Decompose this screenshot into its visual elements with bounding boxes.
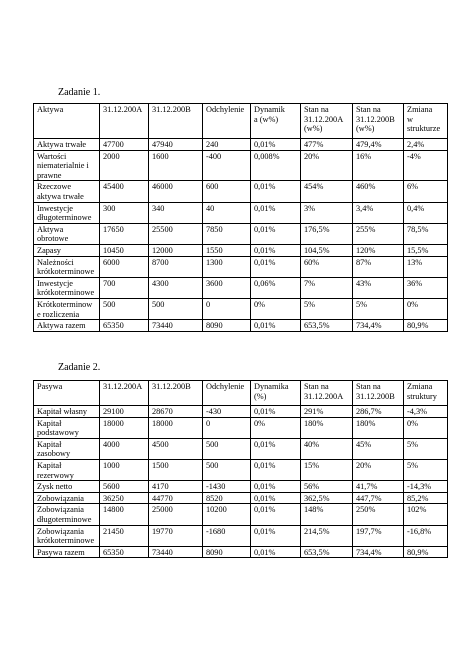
value-cell: 362,5%: [301, 492, 353, 504]
value-cell: -1680: [203, 525, 251, 546]
table-row: [34, 277, 448, 298]
column-header: Pasywa: [34, 381, 100, 406]
value-cell: 500: [203, 438, 251, 459]
value-cell: 8520: [203, 492, 251, 504]
value-cell: 0,01%: [251, 244, 301, 256]
value-cell: 0,01%: [251, 181, 301, 202]
value-cell: 78,5%: [404, 223, 448, 244]
column-header: 31.12.200A: [100, 104, 149, 139]
value-cell: 240: [203, 139, 251, 151]
value-cell: 653,5%: [301, 546, 353, 558]
value-cell: 0,01%: [251, 459, 301, 480]
value-cell: 3,4%: [353, 202, 404, 223]
column-header: Stan na 31.12.200B: [353, 381, 404, 406]
row-label-cell: Zysk netto: [34, 481, 100, 493]
value-cell: 120%: [353, 244, 404, 256]
column-header: Stan na 31.12.200B (w%): [353, 104, 404, 139]
column-header: Stan na 31.12.200A (w%): [301, 104, 353, 139]
table-row: [34, 525, 448, 546]
table-row: [34, 504, 448, 525]
value-cell: 1300: [203, 256, 251, 277]
value-cell: 2000: [100, 150, 149, 181]
value-cell: 0%: [404, 417, 448, 438]
column-header: 31.12.200A: [100, 381, 149, 406]
value-cell: 29100: [100, 406, 149, 418]
value-cell: 8090: [203, 546, 251, 558]
row-label-cell: Kapitał rezerwowy: [34, 459, 100, 480]
value-cell: 0,01%: [251, 202, 301, 223]
value-cell: 7850: [203, 223, 251, 244]
value-cell: 20%: [353, 459, 404, 480]
zadanie-2-heading: Zadanie 2.: [58, 362, 101, 373]
value-cell: -16,8%: [404, 525, 448, 546]
value-cell: 10450: [100, 244, 149, 256]
row-label-cell: Inwestycje krótkoterminowe: [34, 277, 100, 298]
value-cell: 21450: [100, 525, 149, 546]
value-cell: 0,01%: [251, 525, 301, 546]
value-cell: 65350: [100, 546, 149, 558]
column-header: Odchylenie: [203, 381, 251, 406]
value-cell: -4,3%: [404, 406, 448, 418]
row-label-cell: Inwestycje długoterminowe: [34, 202, 100, 223]
table-header-row: [34, 104, 448, 139]
table-row: [34, 139, 448, 151]
value-cell: 6000: [100, 256, 149, 277]
value-cell: 7%: [301, 277, 353, 298]
value-cell: 734,4%: [353, 320, 404, 332]
value-cell: 0,01%: [251, 256, 301, 277]
row-label-cell: Kapitał własny: [34, 406, 100, 418]
value-cell: 5%: [301, 298, 353, 319]
table-row: [34, 244, 448, 256]
value-cell: 0,01%: [251, 320, 301, 332]
value-cell: 10200: [203, 504, 251, 525]
value-cell: 255%: [353, 223, 404, 244]
column-header: Dynamika (%): [251, 381, 301, 406]
value-cell: 4170: [149, 481, 203, 493]
value-cell: 1000: [100, 459, 149, 480]
value-cell: 734,4%: [353, 546, 404, 558]
value-cell: 73440: [149, 320, 203, 332]
value-cell: 5%: [353, 298, 404, 319]
value-cell: 454%: [301, 181, 353, 202]
value-cell: 102%: [404, 504, 448, 525]
value-cell: 40: [203, 202, 251, 223]
column-header: Zmiana struktury: [404, 381, 448, 406]
column-header: Dynamik a (w%): [251, 104, 301, 139]
row-label-cell: Pasywa razem: [34, 546, 100, 558]
value-cell: 197,7%: [353, 525, 404, 546]
value-cell: -430: [203, 406, 251, 418]
value-cell: 104,5%: [301, 244, 353, 256]
row-label-cell: Aktywa obrotowe: [34, 223, 100, 244]
aktywa-table: [33, 103, 448, 332]
value-cell: 0,4%: [404, 202, 448, 223]
value-cell: 16%: [353, 150, 404, 181]
value-cell: 600: [203, 181, 251, 202]
row-label-cell: Zapasy: [34, 244, 100, 256]
table-row: [34, 256, 448, 277]
value-cell: 25000: [149, 504, 203, 525]
column-header: 31.12.200B: [149, 381, 203, 406]
value-cell: 0%: [251, 417, 301, 438]
value-cell: 14800: [100, 504, 149, 525]
value-cell: 36250: [100, 492, 149, 504]
value-cell: 65350: [100, 320, 149, 332]
value-cell: 13%: [404, 256, 448, 277]
value-cell: 250%: [353, 504, 404, 525]
value-cell: 4300: [149, 277, 203, 298]
value-cell: 60%: [301, 256, 353, 277]
value-cell: 286,7%: [353, 406, 404, 418]
value-cell: 17650: [100, 223, 149, 244]
value-cell: 0,01%: [251, 406, 301, 418]
value-cell: 73440: [149, 546, 203, 558]
value-cell: 477%: [301, 139, 353, 151]
value-cell: 40%: [301, 438, 353, 459]
value-cell: 47700: [100, 139, 149, 151]
table-row: [34, 406, 448, 418]
value-cell: 45%: [353, 438, 404, 459]
table-row: [34, 181, 448, 202]
table-row: [34, 298, 448, 319]
value-cell: 447,7%: [353, 492, 404, 504]
value-cell: 460%: [353, 181, 404, 202]
table-row: [34, 223, 448, 244]
value-cell: 4000: [100, 438, 149, 459]
value-cell: 46000: [149, 181, 203, 202]
table-row: [34, 459, 448, 480]
row-label-cell: Krótkoterminow e rozliczenia: [34, 298, 100, 319]
column-header: Aktywa: [34, 104, 100, 139]
column-header: 31.12.200B: [149, 104, 203, 139]
value-cell: 0,06%: [251, 277, 301, 298]
value-cell: 500: [203, 459, 251, 480]
value-cell: -1430: [203, 481, 251, 493]
value-cell: 300: [100, 202, 149, 223]
row-label-cell: Kapitał podstawowy: [34, 417, 100, 438]
value-cell: 653,5%: [301, 320, 353, 332]
value-cell: 1500: [149, 459, 203, 480]
value-cell: 214,5%: [301, 525, 353, 546]
table-row: [34, 438, 448, 459]
value-cell: 20%: [301, 150, 353, 181]
value-cell: 15%: [301, 459, 353, 480]
row-label-cell: Kapitał zasobowy: [34, 438, 100, 459]
value-cell: 1550: [203, 244, 251, 256]
row-label-cell: Aktywa trwałe: [34, 139, 100, 151]
value-cell: 0,01%: [251, 139, 301, 151]
pasywa-table: [33, 380, 448, 558]
table-row: [34, 202, 448, 223]
value-cell: 18000: [149, 417, 203, 438]
value-cell: 291%: [301, 406, 353, 418]
value-cell: -14,3%: [404, 481, 448, 493]
column-header: Odchylenie: [203, 104, 251, 139]
value-cell: 0,01%: [251, 481, 301, 493]
value-cell: 36%: [404, 277, 448, 298]
value-cell: 25500: [149, 223, 203, 244]
value-cell: 0,01%: [251, 223, 301, 244]
value-cell: 148%: [301, 504, 353, 525]
value-cell: 0: [203, 417, 251, 438]
value-cell: 0,01%: [251, 438, 301, 459]
row-label-cell: Aktywa razem: [34, 320, 100, 332]
table-row: [34, 320, 448, 332]
value-cell: 700: [100, 277, 149, 298]
value-cell: 8090: [203, 320, 251, 332]
zadanie-1-heading: Zadanie 1.: [58, 87, 101, 98]
column-header: Stan na 31.12.200A: [301, 381, 353, 406]
value-cell: 8700: [149, 256, 203, 277]
value-cell: 19770: [149, 525, 203, 546]
table-row: [34, 481, 448, 493]
value-cell: 340: [149, 202, 203, 223]
value-cell: 5%: [404, 459, 448, 480]
value-cell: 2,4%: [404, 139, 448, 151]
row-label-cell: Zobowiązania: [34, 492, 100, 504]
value-cell: 0: [203, 298, 251, 319]
table-row: [34, 417, 448, 438]
value-cell: 41,7%: [353, 481, 404, 493]
value-cell: 12000: [149, 244, 203, 256]
value-cell: 80,9%: [404, 320, 448, 332]
value-cell: 176,5%: [301, 223, 353, 244]
table-header-row: [34, 381, 448, 406]
value-cell: 5600: [100, 481, 149, 493]
value-cell: 47940: [149, 139, 203, 151]
value-cell: 500: [100, 298, 149, 319]
value-cell: 43%: [353, 277, 404, 298]
value-cell: 6%: [404, 181, 448, 202]
value-cell: 0%: [404, 298, 448, 319]
value-cell: 0,01%: [251, 492, 301, 504]
row-label-cell: Zobowiązania długoterminowe: [34, 504, 100, 525]
value-cell: -400: [203, 150, 251, 181]
table-row: [34, 150, 448, 181]
value-cell: 0%: [251, 298, 301, 319]
value-cell: 3600: [203, 277, 251, 298]
value-cell: 15,5%: [404, 244, 448, 256]
value-cell: 44770: [149, 492, 203, 504]
value-cell: -4%: [404, 150, 448, 181]
value-cell: 0,01%: [251, 504, 301, 525]
row-label-cell: Wartości niematerialnie i prawne: [34, 150, 100, 181]
value-cell: 1600: [149, 150, 203, 181]
value-cell: 45400: [100, 181, 149, 202]
value-cell: 180%: [301, 417, 353, 438]
value-cell: 80,9%: [404, 546, 448, 558]
value-cell: 5%: [404, 438, 448, 459]
row-label-cell: Należności krótkoterminowe: [34, 256, 100, 277]
table-row: [34, 546, 448, 558]
value-cell: 3%: [301, 202, 353, 223]
value-cell: 87%: [353, 256, 404, 277]
row-label-cell: Zobowiązania krótkoterminowe: [34, 525, 100, 546]
value-cell: 18000: [100, 417, 149, 438]
value-cell: 0,008%: [251, 150, 301, 181]
table-row: [34, 492, 448, 504]
value-cell: 479,4%: [353, 139, 404, 151]
value-cell: 0,01%: [251, 546, 301, 558]
value-cell: 85,2%: [404, 492, 448, 504]
value-cell: 180%: [353, 417, 404, 438]
column-header: Zmiana w strukturze: [404, 104, 448, 139]
value-cell: 4500: [149, 438, 203, 459]
value-cell: 56%: [301, 481, 353, 493]
value-cell: 28670: [149, 406, 203, 418]
row-label-cell: Rzeczowe aktywa trwałe: [34, 181, 100, 202]
value-cell: 500: [149, 298, 203, 319]
